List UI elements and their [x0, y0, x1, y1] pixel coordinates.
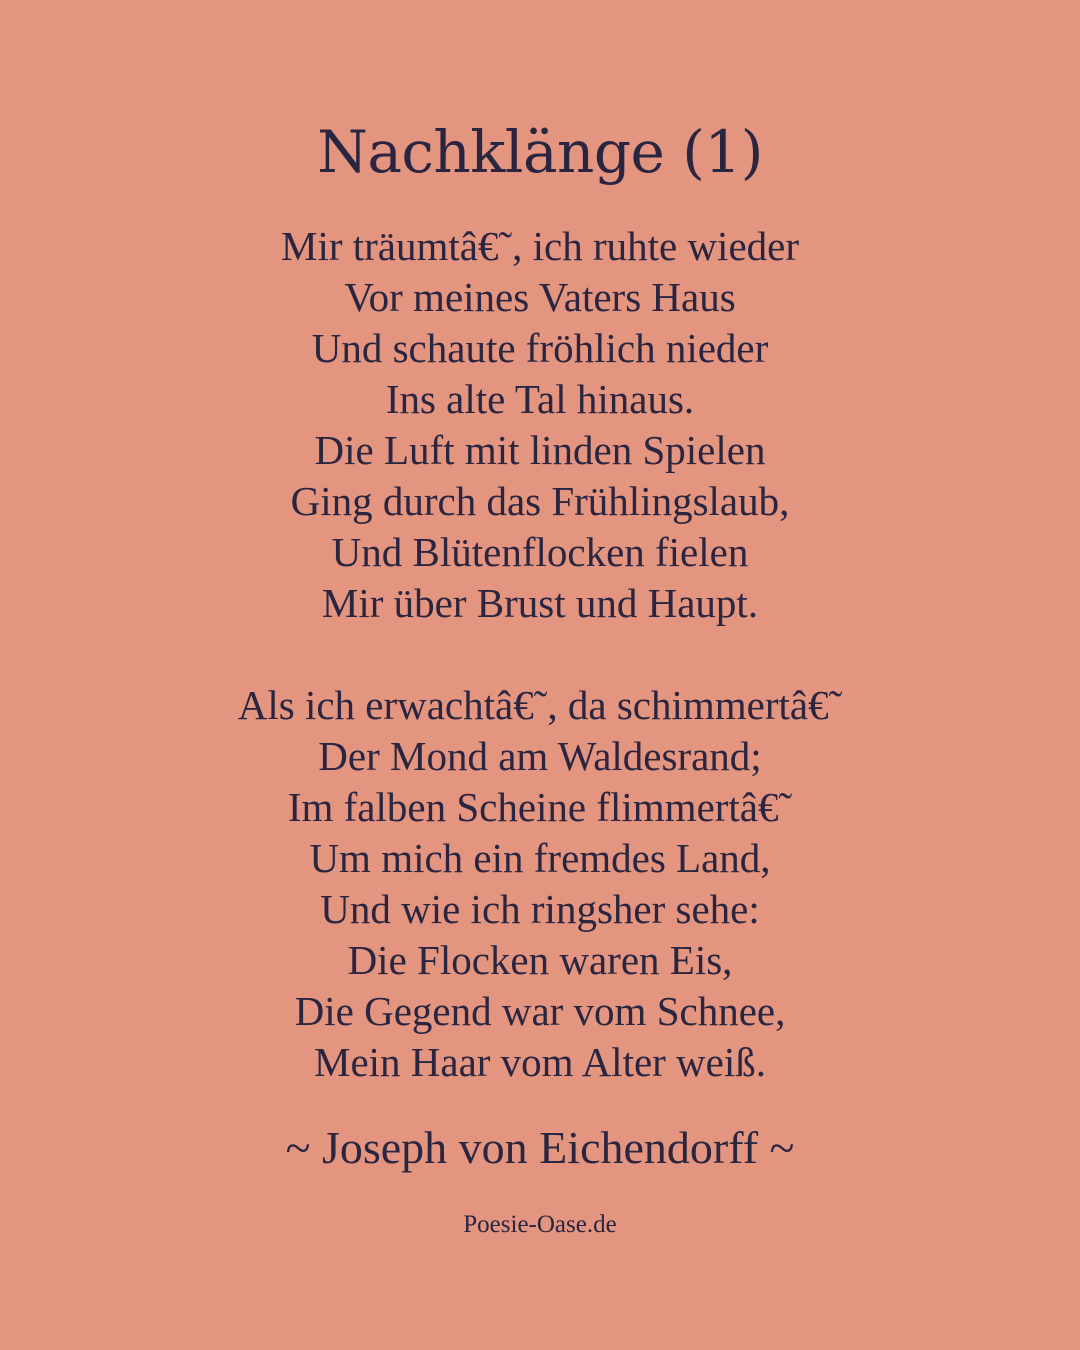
- poem-line: Mir träumtâ€˜, ich ruhte wieder: [280, 223, 799, 269]
- poem-title: Nachklänge (1): [317, 118, 763, 186]
- poem-author: ~ Joseph von Eichendorff ~: [285, 1122, 795, 1173]
- stanza-2: [0, 680, 1080, 1088]
- poem-line: Der Mond am Waldesrand;: [318, 733, 762, 779]
- poem-line: Ging durch das Frühlingslaub,: [290, 478, 790, 524]
- stanza-1: [0, 221, 1080, 629]
- poem-line: Vor meines Vaters Haus: [344, 274, 736, 320]
- poem-line: Die Flocken waren Eis,: [347, 937, 733, 983]
- poem-line: Und wie ich ringsher sehe:: [320, 886, 760, 932]
- poem-line: Mir über Brust und Haupt.: [321, 580, 759, 626]
- website-credit: Poesie-Oase.de: [463, 1211, 617, 1238]
- poem-line: Und Blütenflocken fielen: [331, 529, 749, 575]
- poem-line: Die Gegend war vom Schnee,: [294, 988, 786, 1034]
- poem-line: Mein Haar vom Alter weiß.: [313, 1039, 767, 1085]
- poem-line: Ins alte Tal hinaus.: [385, 376, 695, 422]
- poem-line: Die Luft mit linden Spielen: [314, 427, 766, 473]
- poem-line: Als ich erwachtâ€˜, da schimmertâ€˜: [237, 682, 843, 728]
- poem-line: Im falben Scheine flimmertâ€˜: [287, 784, 793, 830]
- poem-line: Und schaute fröhlich nieder: [311, 325, 769, 371]
- poem-line: Um mich ein fremdes Land,: [309, 835, 771, 881]
